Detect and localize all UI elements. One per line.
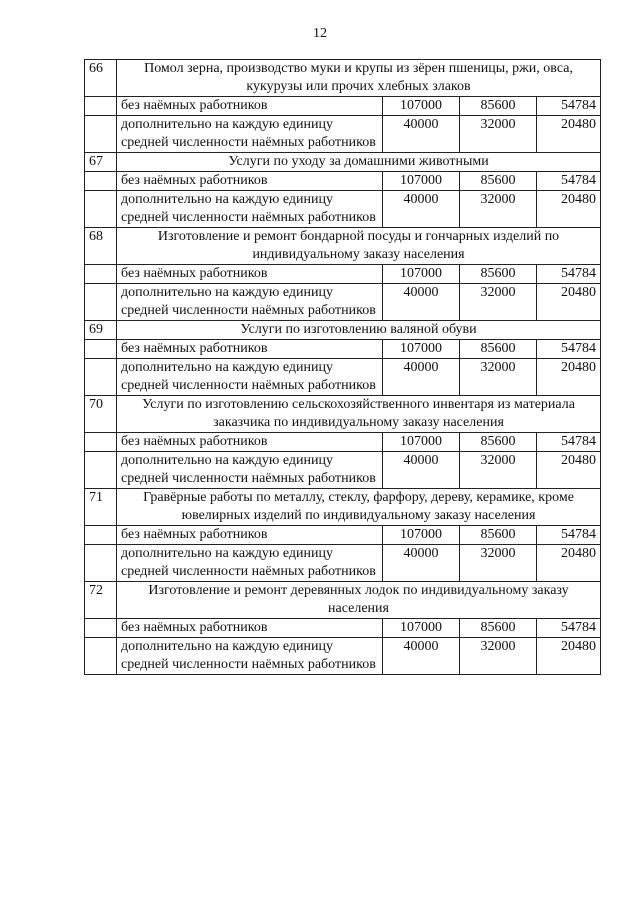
value-cell: 20480 <box>537 638 601 675</box>
section-header-row <box>85 582 601 619</box>
row-label: дополнительно на каждую единицу средней численности наёмных работников <box>117 545 383 582</box>
value-cell: 20480 <box>537 191 601 228</box>
value-cell: 40000 <box>383 638 460 675</box>
value-cell: 54784 <box>537 433 601 452</box>
section-title: Услуги по изготовлению валяной обуви <box>117 321 601 340</box>
value-cell: 54784 <box>537 619 601 638</box>
value-cell: 40000 <box>383 191 460 228</box>
row-label: дополнительно на каждую единицу средней численности наёмных работников <box>117 359 383 396</box>
tariff-table <box>84 59 601 675</box>
value-cell: 107000 <box>383 619 460 638</box>
empty-cell <box>85 638 117 675</box>
row-label: без наёмных работников <box>117 97 383 116</box>
empty-cell <box>85 97 117 116</box>
value-cell: 20480 <box>537 545 601 582</box>
value-cell: 20480 <box>537 284 601 321</box>
section-title: Услуги по уходу за домашними животными <box>117 153 601 172</box>
table-row <box>85 116 601 153</box>
section-header-row <box>85 321 601 340</box>
value-cell: 54784 <box>537 97 601 116</box>
value-cell: 40000 <box>383 284 460 321</box>
table-row <box>85 545 601 582</box>
value-cell: 54784 <box>537 340 601 359</box>
empty-cell <box>85 340 117 359</box>
empty-cell <box>85 191 117 228</box>
value-cell: 54784 <box>537 265 601 284</box>
table-row <box>85 433 601 452</box>
table-row <box>85 526 601 545</box>
table-row <box>85 284 601 321</box>
value-cell: 85600 <box>460 97 537 116</box>
value-cell: 107000 <box>383 433 460 452</box>
empty-cell <box>85 526 117 545</box>
row-label: дополнительно на каждую единицу средней численности наёмных работников <box>117 638 383 675</box>
value-cell: 107000 <box>383 340 460 359</box>
value-cell: 20480 <box>537 452 601 489</box>
value-cell: 20480 <box>537 116 601 153</box>
section-title: Помол зерна, производство муки и крупы из зёрен пшеницы, ржи, овса, кукурузы или прочих хлебных злаков <box>117 60 601 97</box>
value-cell: 40000 <box>383 116 460 153</box>
table-row <box>85 265 601 284</box>
value-cell: 107000 <box>383 526 460 545</box>
section-header-row <box>85 153 601 172</box>
value-cell: 107000 <box>383 97 460 116</box>
row-label: без наёмных работников <box>117 265 383 284</box>
value-cell: 85600 <box>460 433 537 452</box>
table-row <box>85 172 601 191</box>
row-label: дополнительно на каждую единицу средней численности наёмных работников <box>117 284 383 321</box>
table-row <box>85 340 601 359</box>
table-row <box>85 452 601 489</box>
value-cell: 20480 <box>537 359 601 396</box>
value-cell: 32000 <box>460 638 537 675</box>
row-label: дополнительно на каждую единицу средней численности наёмных работников <box>117 452 383 489</box>
value-cell: 32000 <box>460 191 537 228</box>
empty-cell <box>85 433 117 452</box>
empty-cell <box>85 284 117 321</box>
section-title: Гравёрные работы по металлу, стеклу, фарфору, дереву, керамике, кроме ювелирных изделий по индивидуальному заказу населения <box>117 489 601 526</box>
value-cell: 40000 <box>383 359 460 396</box>
section-number: 72 <box>85 582 117 619</box>
row-label: дополнительно на каждую единицу средней численности наёмных работников <box>117 191 383 228</box>
row-label: без наёмных работников <box>117 433 383 452</box>
table-row <box>85 191 601 228</box>
empty-cell <box>85 359 117 396</box>
section-header-row <box>85 396 601 433</box>
value-cell: 85600 <box>460 340 537 359</box>
value-cell: 85600 <box>460 172 537 191</box>
value-cell: 32000 <box>460 116 537 153</box>
section-title: Изготовление и ремонт бондарной посуды и гончарных изделий по индивидуальному заказу населения <box>117 228 601 265</box>
empty-cell <box>85 545 117 582</box>
section-header-row <box>85 228 601 265</box>
section-number: 70 <box>85 396 117 433</box>
empty-cell <box>85 172 117 191</box>
value-cell: 107000 <box>383 265 460 284</box>
section-header-row <box>85 60 601 97</box>
section-number: 67 <box>85 153 117 172</box>
value-cell: 32000 <box>460 284 537 321</box>
table-row <box>85 359 601 396</box>
section-number: 71 <box>85 489 117 526</box>
value-cell: 54784 <box>537 526 601 545</box>
value-cell: 107000 <box>383 172 460 191</box>
row-label: дополнительно на каждую единицу средней численности наёмных работников <box>117 116 383 153</box>
value-cell: 85600 <box>460 265 537 284</box>
table-row <box>85 638 601 675</box>
empty-cell <box>85 116 117 153</box>
empty-cell <box>85 619 117 638</box>
value-cell: 54784 <box>537 172 601 191</box>
row-label: без наёмных работников <box>117 172 383 191</box>
empty-cell <box>85 265 117 284</box>
value-cell: 32000 <box>460 452 537 489</box>
value-cell: 32000 <box>460 359 537 396</box>
row-label: без наёмных работников <box>117 619 383 638</box>
row-label: без наёмных работников <box>117 526 383 545</box>
value-cell: 85600 <box>460 526 537 545</box>
section-number: 66 <box>85 60 117 97</box>
section-number: 68 <box>85 228 117 265</box>
value-cell: 40000 <box>383 545 460 582</box>
value-cell: 85600 <box>460 619 537 638</box>
value-cell: 32000 <box>460 545 537 582</box>
page-number: 12 <box>313 26 327 41</box>
section-title: Изготовление и ремонт деревянных лодок по индивидуальному заказу населения <box>117 582 601 619</box>
table-row <box>85 97 601 116</box>
empty-cell <box>85 452 117 489</box>
row-label: без наёмных работников <box>117 340 383 359</box>
table-row <box>85 619 601 638</box>
section-title: Услуги по изготовлению сельскохозяйственного инвентаря из материала заказчика по индивидуальному заказу населения <box>117 396 601 433</box>
section-number: 69 <box>85 321 117 340</box>
value-cell: 40000 <box>383 452 460 489</box>
section-header-row <box>85 489 601 526</box>
